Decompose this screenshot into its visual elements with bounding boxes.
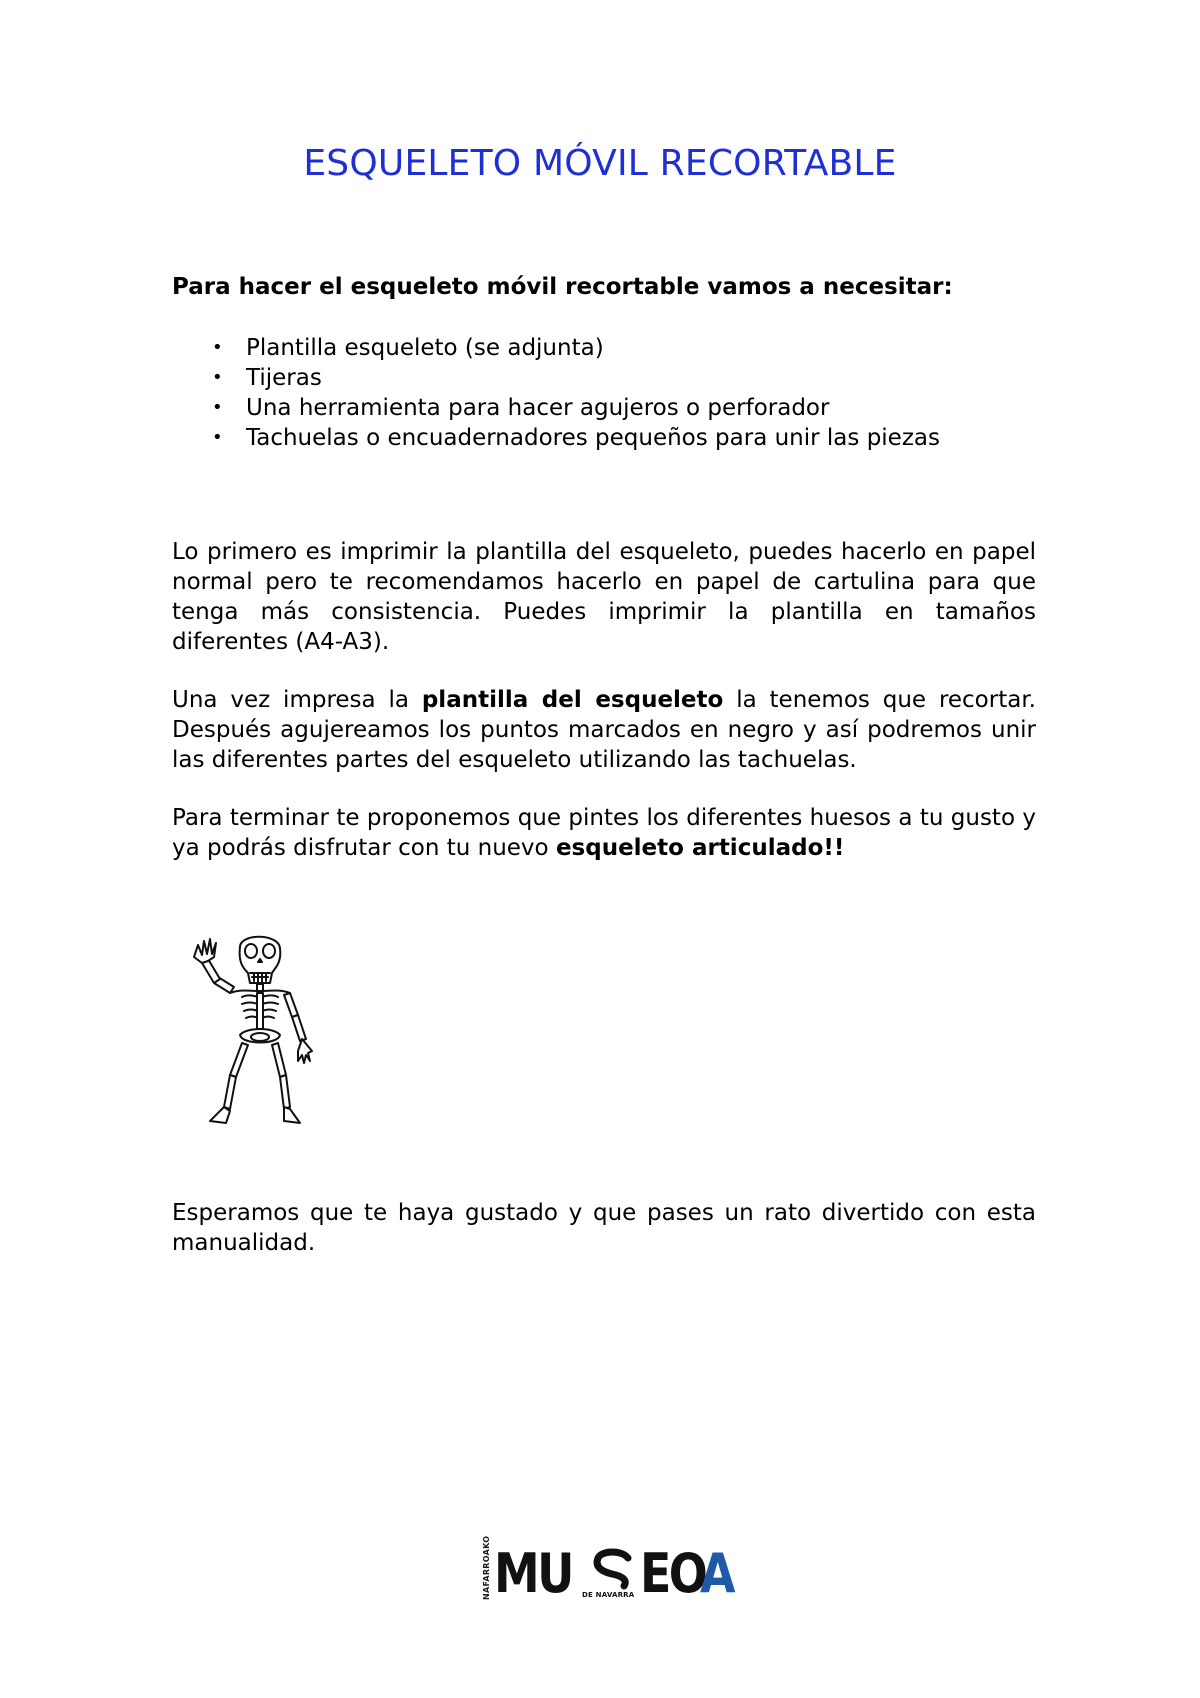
paragraph-cut-end: la tenemos que recortar. Después agujereamos los puntos marcados en negro y así podremos unir las diferentes partes del esqueleto utilizando las tachuelas. — [172, 687, 1036, 773]
skeleton-illustration — [180, 935, 340, 1135]
logo-text-mu: MU — [494, 1542, 572, 1605]
list-item: • Una herramienta para hacer agujeros o perforador — [212, 393, 940, 423]
logo-text-eo: EO — [640, 1542, 706, 1605]
paragraph-cut-bold: plantilla del esqueleto — [421, 687, 724, 713]
paragraph-finish — [172, 803, 1036, 863]
paragraph-cut-start: Una vez impresa la — [172, 687, 422, 713]
paragraph-closing: Esperamos que te haya gustado y que pases un rato divertido con esta manualidad. — [172, 1200, 1036, 1256]
paragraph-finish-start: Para terminar te proponemos que pintes los diferentes huesos a tu gusto y ya podrás disfrutar con tu nuevo — [172, 805, 1036, 861]
list-item: • Tachuelas o encuadernadores pequeños para unir las piezas — [212, 423, 940, 453]
paragraph-finish-bold: esqueleto articulado!! — [555, 835, 845, 861]
museo-logo — [482, 1535, 742, 1605]
logo-subtitle: DE NAVARRA — [582, 1591, 635, 1599]
paragraph-print: Lo primero es imprimir la plantilla del esqueleto, puedes hacerlo en papel normal pero te recomendamos hacerlo en papel de cartulina para que tenga más consistencia. Puedes imprimir la plantilla en tamaños diferentes (A4-A3). — [172, 539, 1036, 655]
logo-text-a: A — [700, 1542, 736, 1605]
list-item: • Tijeras — [212, 363, 940, 393]
materials-intro: Para hacer el esqueleto móvil recortable vamos a necesitar: — [172, 274, 953, 300]
list-item: • Plantilla esqueleto (se adjunta) — [212, 333, 940, 363]
paragraph-cut — [172, 685, 1036, 775]
materials-list — [212, 333, 940, 453]
logo-vertical-text: NAFARROAKO — [482, 1535, 491, 1600]
logo-s-mark — [582, 1548, 640, 1600]
document-title: ESQUELETO MÓVIL RECORTABLE — [303, 143, 897, 184]
